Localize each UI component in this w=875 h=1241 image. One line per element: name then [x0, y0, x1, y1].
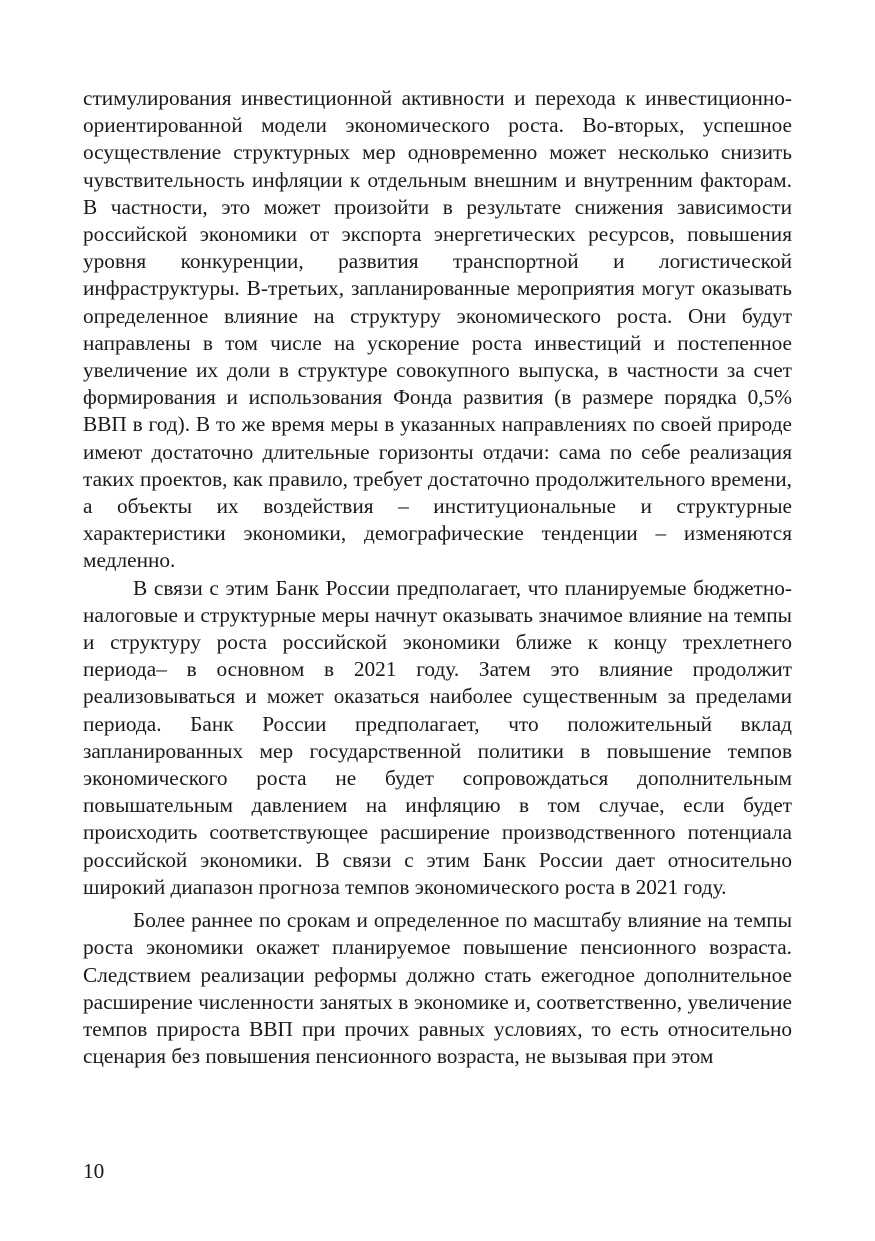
paragraph-3: Более раннее по срокам и определенное по масштабу влияние на темпы роста экономики окажет планируемое повышение пенсионного возраста. Следствием реализации реформы должно стать ежегодное дополнительное расширение численности занятых в экономике и, соответственно, увеличение темпов прироста ВВП при прочих равных условиях, то есть относительно сценария без повышения пенсионного возраста, не вызывая при этом — [83, 908, 792, 1069]
page-number: 10 — [83, 1159, 105, 1183]
body-text — [83, 85, 792, 1070]
paragraph-2: В связи с этим Банк России предполагает, что планируемые бюджетно-налоговые и структурные меры начнут оказывать значимое влияние на темпы и структуру роста российской экономики ближе к концу трехлетнего периода– в основном в 2021 году. Затем это влияние продолжит реализовываться и может оказаться наиболее существенным за пределами периода. Банк России предполагает, что положительный вклад запланированных мер государственной политики в повышение темпов экономического роста не будет сопровождаться дополнительным повышательным давлением на инфляцию в том случае, если будет происходить соответствующее расширение производственного потенциала российской экономики. В связи с этим Банк России дает относительно широкий диапазон прогноза темпов экономического роста в 2021 году. — [83, 575, 792, 899]
paragraph-1: стимулирования инвестиционной активности и перехода к инвестиционно-ориентированной модели экономического роста. Во-вторых, успешное осуществление структурных мер одновременно может несколько снизить чувствительность инфляции к отдельным внешним и внутренним факторам. В частности, это может произойти в результате снижения зависимости российской экономики от экспорта энергетических ресурсов, повышения уровня конкуренции, развития транспортной и логистической инфраструктуры. В-третьих, запланированные мероприятия могут оказывать определенное влияние на структуру экономического роста. Они будут направлены в том числе на ускорение роста инвестиций и постепенное увеличение их доли в структуре совокупного выпуска, в частности за счет формирования и использования Фонда развития (в размере порядка 0,5% ВВП в год). В то же время меры в указанных направлениях по своей природе имеют достаточно длительные горизонты отдачи: сама по себе реализация таких проектов, как правило, требует достаточно продолжительного времени, а объекты их воздействия – институциональные и структурные характеристики экономики, демографические тенденции – изменяются медленно. — [83, 86, 792, 573]
